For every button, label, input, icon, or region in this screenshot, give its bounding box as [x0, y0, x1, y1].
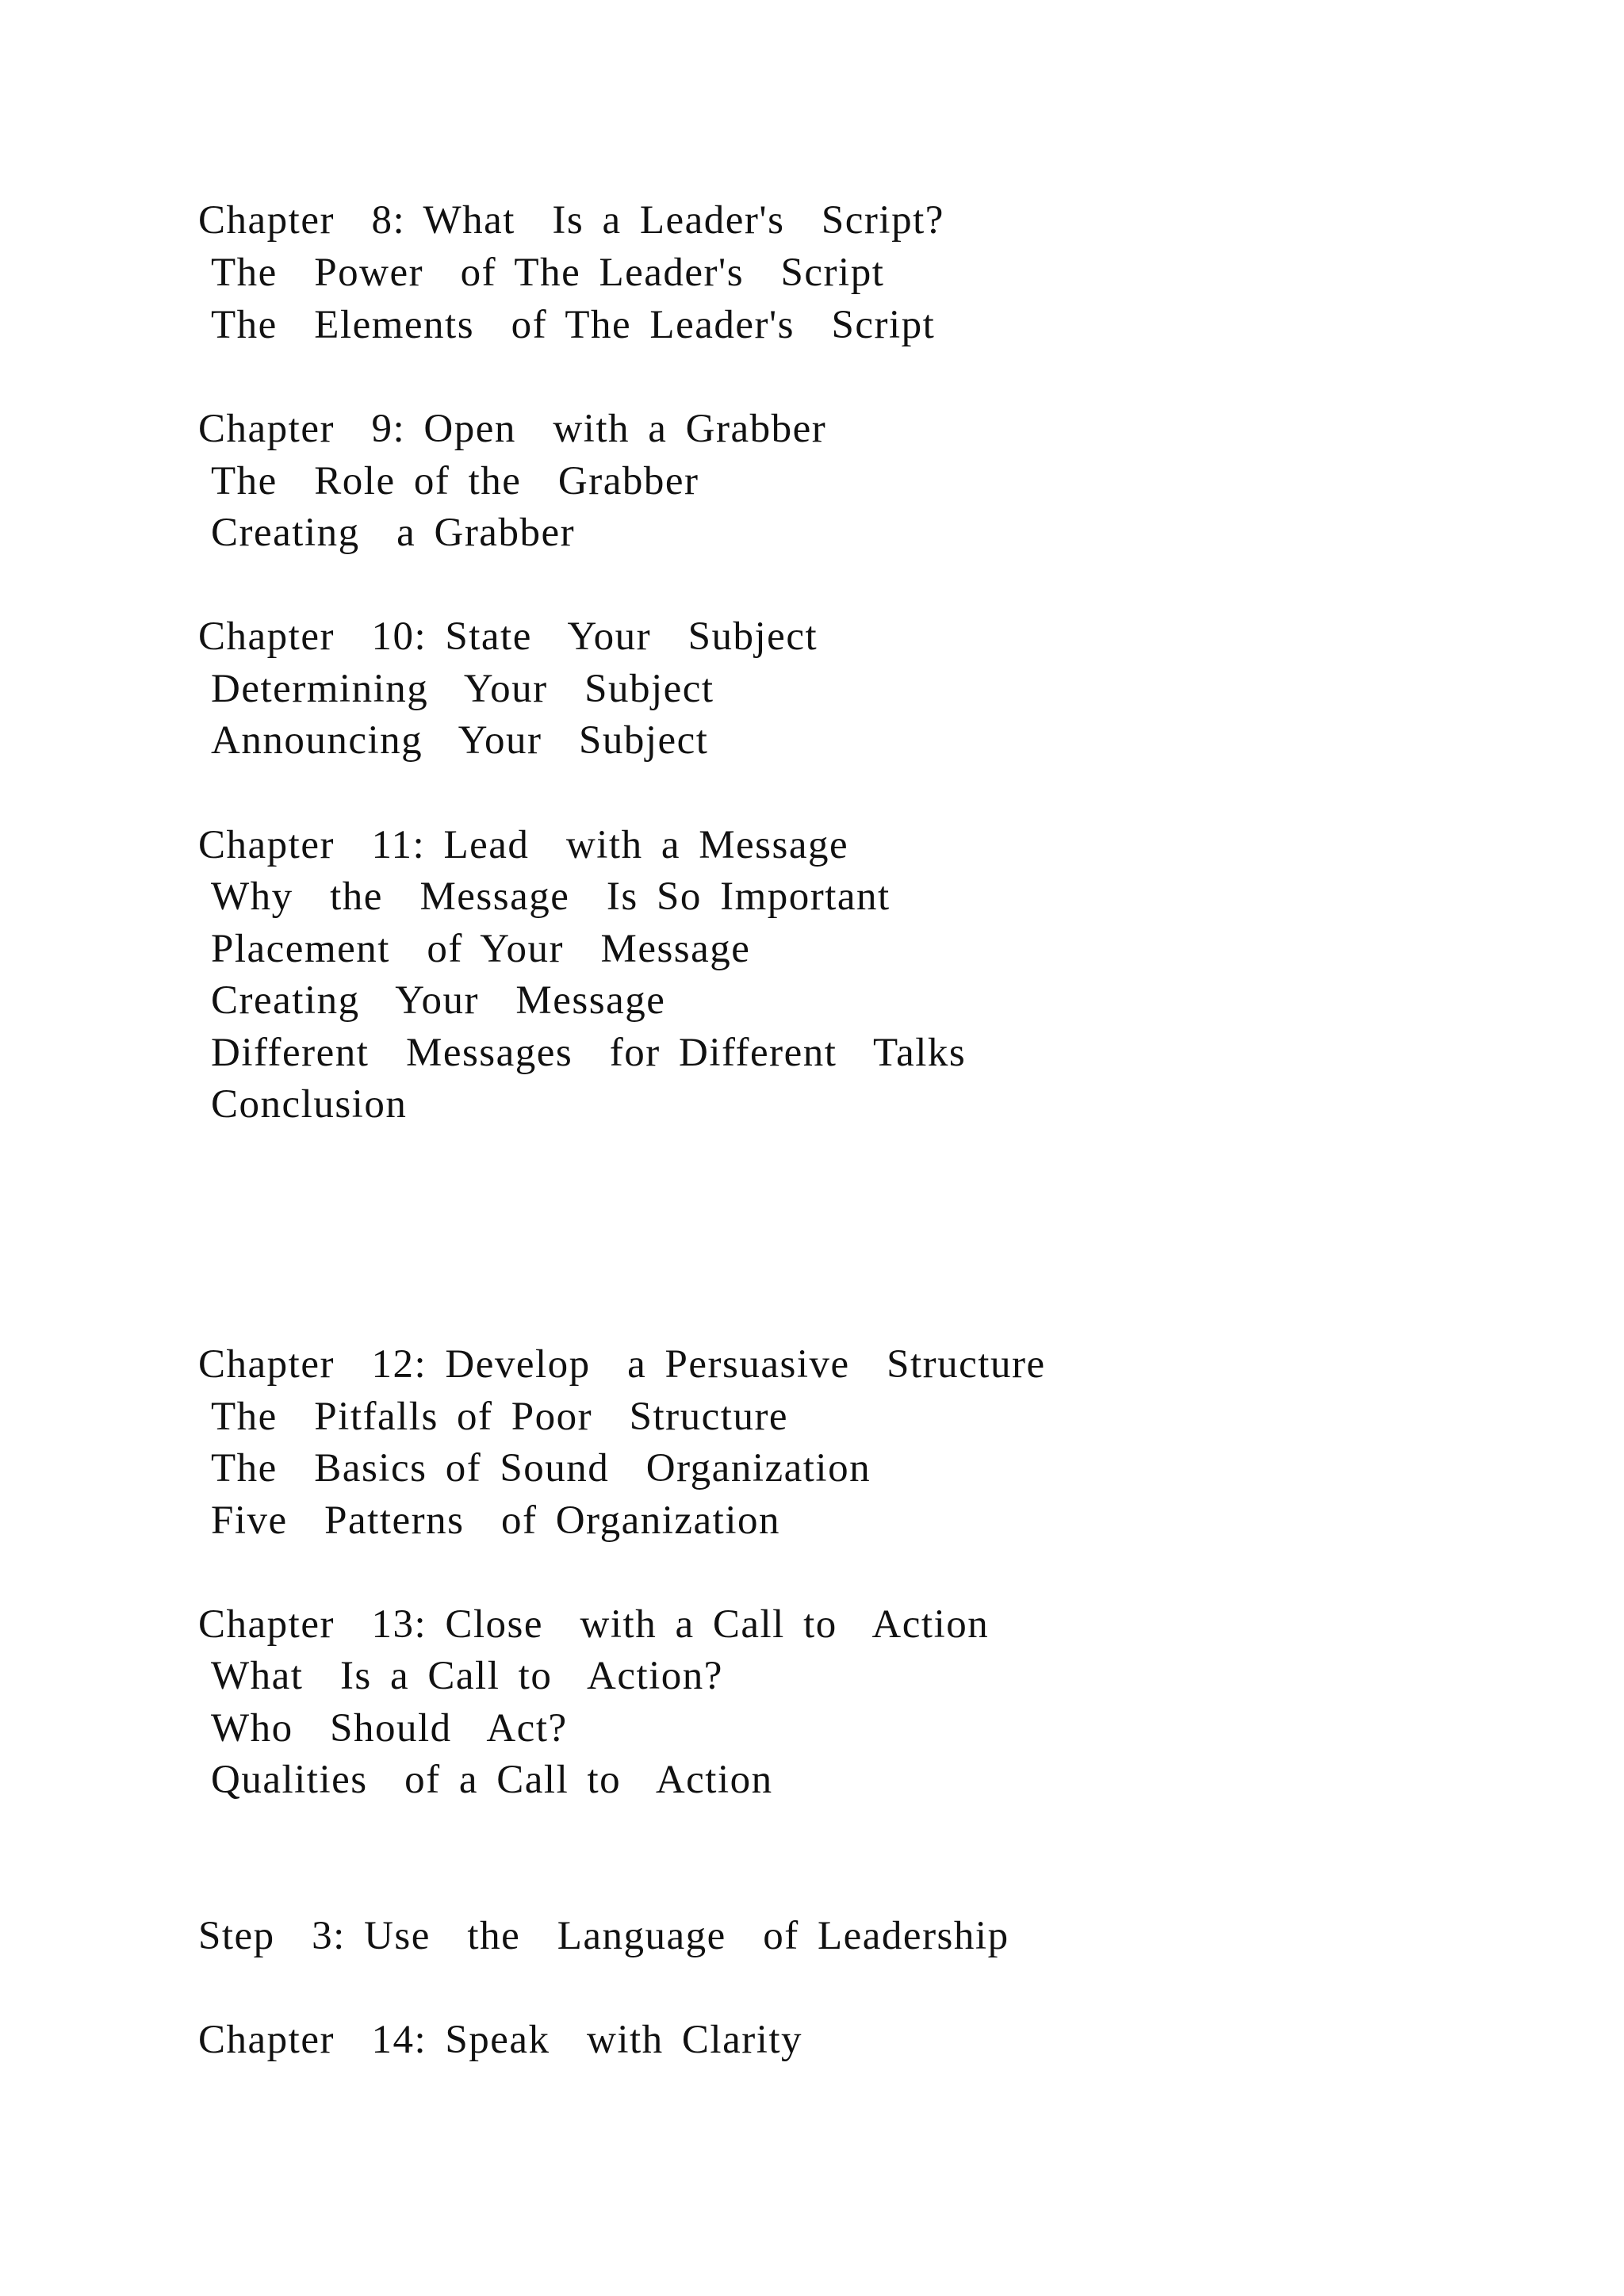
step-3-heading: Step 3: Use the Language of Leadership [198, 1914, 1009, 1958]
chapter-11-item: Conclusion [211, 1082, 408, 1127]
chapter-12-item: The Pitfalls of Poor Structure [211, 1395, 789, 1439]
chapter-13-item: Who Should Act? [211, 1706, 568, 1751]
chapter-13-item: What Is a Call to Action? [211, 1654, 723, 1698]
chapter-14-heading: Chapter 14: Speak with Clarity [198, 2018, 803, 2062]
chapter-12-item: Five Patterns of Organization [211, 1498, 781, 1543]
chapter-13-heading: Chapter 13: Close with a Call to Action [198, 1602, 990, 1647]
chapter-10-heading: Chapter 10: State Your Subject [198, 614, 818, 659]
chapter-12-item: The Basics of Sound Organization [211, 1446, 871, 1490]
chapter-11-item: Different Messages for Different Talks [211, 1031, 967, 1075]
chapter-9-item: Creating a Grabber [211, 511, 576, 555]
chapter-8-heading: Chapter 8: What Is a Leader's Script? [198, 198, 944, 243]
chapter-9-heading: Chapter 9: Open with a Grabber [198, 407, 827, 451]
chapter-12-heading: Chapter 12: Develop a Persuasive Structure [198, 1342, 1046, 1387]
chapter-8-item: The Elements of The Leader's Script [211, 303, 936, 347]
chapter-10-item: Announcing Your Subject [211, 718, 709, 763]
chapter-11-item: Why the Message Is So Important [211, 874, 891, 919]
chapter-11-heading: Chapter 11: Lead with a Message [198, 823, 849, 867]
chapter-8-item: The Power of The Leader's Script [211, 251, 885, 295]
chapter-11-item: Creating Your Message [211, 978, 666, 1023]
chapter-11-item: Placement of Your Message [211, 927, 751, 971]
chapter-13-item: Qualities of a Call to Action [211, 1758, 773, 1802]
chapter-9-item: The Role of the Grabber [211, 459, 699, 503]
chapter-10-item: Determining Your Subject [211, 667, 714, 711]
